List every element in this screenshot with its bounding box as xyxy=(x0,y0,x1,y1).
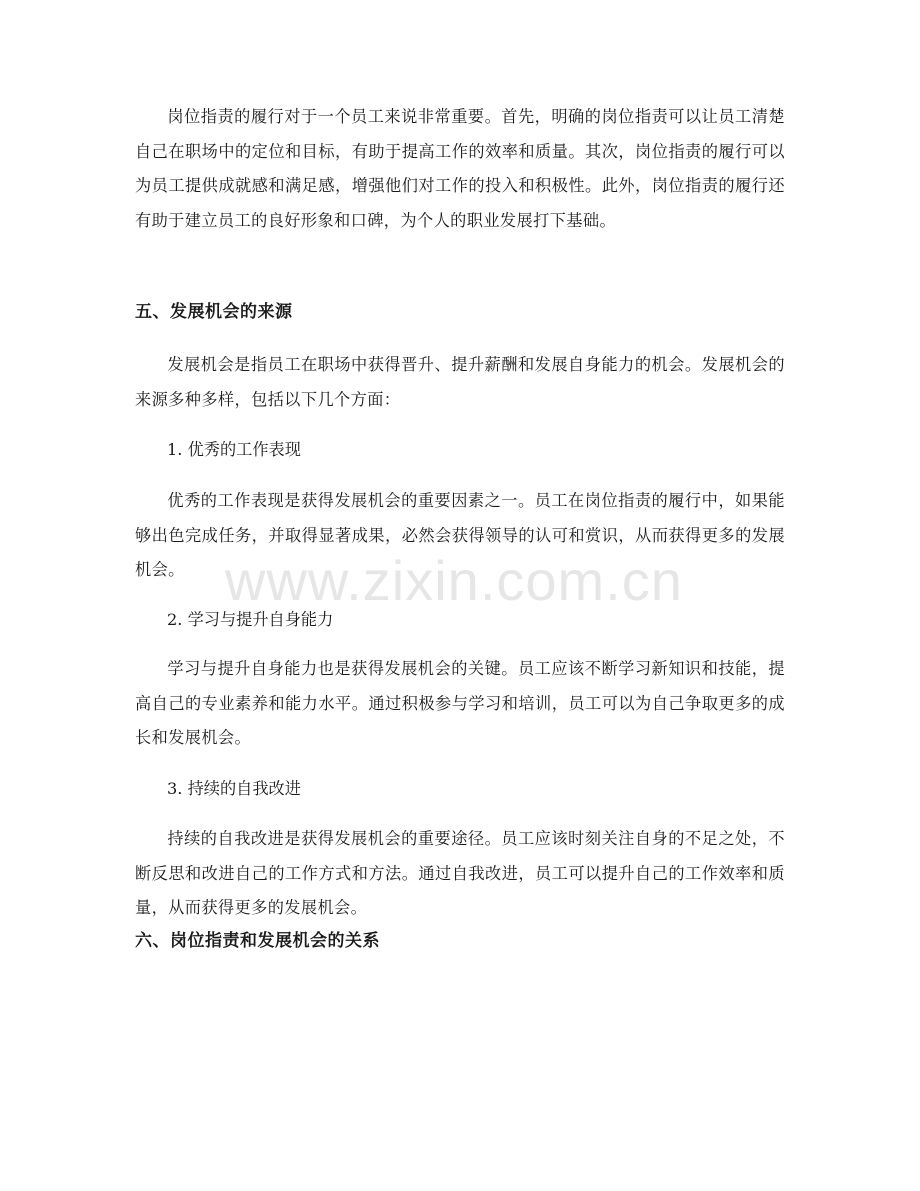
paragraph-self-improvement: 持续的自我改进是获得发展机会的重要途径。员工应该时刻关注自身的不足之处，不断反思和改进自己的工作方式和方法。通过自我改进，员工可以提升自己的工作效率和质量，从而获得更多的发展机会。 xyxy=(135,829,785,917)
watermark: www.zixin.com.cn xyxy=(225,549,683,612)
list-item-heading-3: 3. 持续的自我改进 xyxy=(167,779,301,798)
section-heading-5: 五、发展机会的来源 xyxy=(135,302,293,322)
list-item-heading-1: 1. 优秀的工作表现 xyxy=(167,440,301,459)
paragraph-work-performance: 优秀的工作表现是获得发展机会的重要因素之一。员工在岗位指责的履行中，如果能够出色完成任务，并取得显著成果，必然会获得领导的认可和赏识，从而获得更多的发展机会。 xyxy=(135,491,785,579)
paragraph-learning: 学习与提升自身能力也是获得发展机会的关键。员工应该不断学习新知识和技能，提高自己的专业素养和能力水平。通过积极参与学习和培训，员工可以为自己争取更多的成长和发展机会。 xyxy=(135,659,785,747)
paragraph-responsibility-importance: 岗位指责的履行对于一个员工来说非常重要。首先，明确的岗位指责可以让员工清楚自己在职场中的定位和目标，有助于提高工作的效率和质量。其次，岗位指责的履行可以为员工提供成就感和满足感，增强他们对工作的投入和积极性。此外，岗位指责的履行还有助于建立员工的良好形象和口碑，为个人的职业发展打下基础。 xyxy=(135,107,785,230)
section-heading-6: 六、岗位指责和发展机会的关系 xyxy=(135,931,380,951)
list-item-heading-2: 2. 学习与提升自身能力 xyxy=(167,610,334,629)
paragraph-opportunity-sources: 发展机会是指员工在职场中获得晋升、提升薪酬和发展自身能力的机会。发展机会的来源多种多样，包括以下几个方面： xyxy=(135,355,785,409)
